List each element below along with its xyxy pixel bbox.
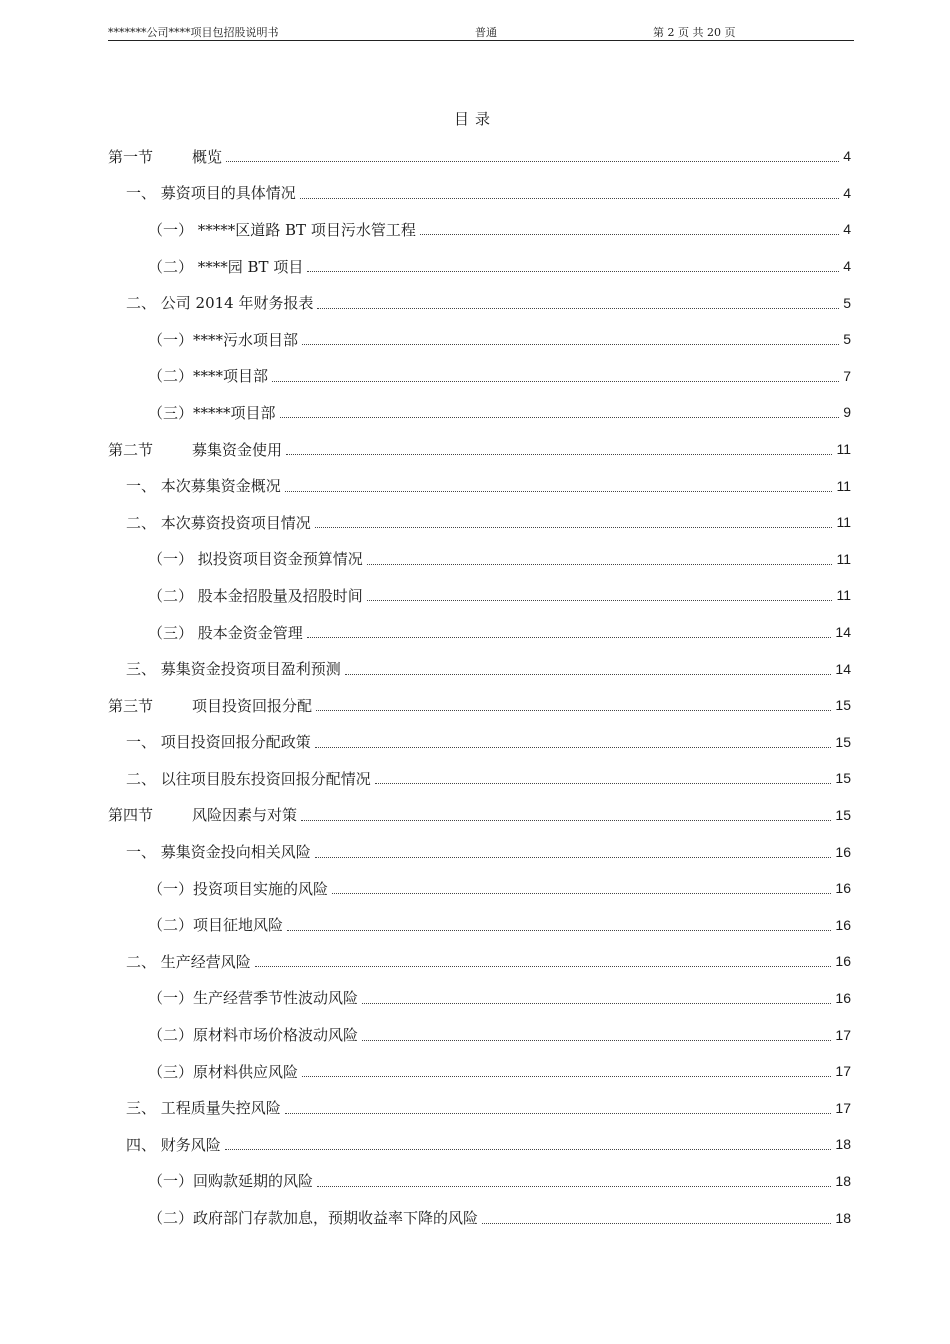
toc-entry[interactable] [108, 980, 851, 1017]
toc-entry[interactable] [108, 1199, 851, 1236]
toc-entry[interactable] [108, 687, 851, 724]
toc-page-number: 4 [843, 148, 851, 165]
toc-dot-leader [367, 563, 833, 565]
toc-dot-leader [307, 636, 832, 638]
toc-page-number: 11 [836, 587, 851, 604]
toc-page-number: 16 [835, 880, 851, 897]
toc-page-number: 4 [843, 258, 851, 275]
toc-page-number: 15 [835, 697, 851, 714]
toc-entry-title: （三） 股本金资金管理 [148, 623, 303, 642]
toc-page-number: 4 [843, 184, 851, 201]
toc-entry-title: 三、 工程质量失控风险 [126, 1099, 281, 1118]
toc-dot-leader [286, 453, 832, 455]
toc-entry[interactable] [108, 1053, 851, 1090]
toc-page-number: 17 [835, 1099, 851, 1116]
toc-entry-title: （三）原材料供应风险 [148, 1062, 299, 1081]
toc-dot-leader [285, 1112, 832, 1114]
toc-dot-leader [317, 1185, 831, 1187]
toc-entry-title: （三）*****项目部 [148, 403, 276, 422]
table-of-contents [108, 138, 851, 1236]
toc-page-number: 17 [835, 1026, 851, 1043]
toc-entry[interactable] [108, 467, 851, 504]
toc-page-number: 16 [835, 916, 851, 933]
toc-entry[interactable] [108, 1089, 851, 1126]
toc-entry[interactable] [108, 138, 851, 175]
toc-page-number: 16 [835, 843, 851, 860]
toc-dot-leader [362, 1002, 831, 1004]
toc-dot-leader [315, 746, 832, 748]
toc-entry-title: （二） 股本金招股量及招股时间 [148, 586, 363, 605]
toc-entry[interactable] [108, 614, 851, 651]
toc-page-number: 11 [836, 477, 851, 494]
toc-page-number: 15 [835, 770, 851, 787]
toc-entry[interactable] [108, 760, 851, 797]
toc-entry-title: 二、 以往项目股东投资回报分配情况 [126, 769, 371, 788]
toc-dot-leader [317, 307, 839, 309]
toc-page-number: 11 [836, 550, 851, 567]
toc-entry-title: 二、 公司 2014 年财务报表 [126, 294, 314, 313]
toc-entry-title: 一、 项目投资回报分配政策 [126, 733, 311, 752]
toc-section-number: 第三节 [108, 696, 154, 715]
toc-entry-title: 项目投资回报分配 [192, 696, 313, 715]
toc-dot-leader [300, 197, 839, 199]
toc-dot-leader [316, 709, 831, 711]
toc-page-number: 18 [835, 1172, 851, 1189]
toc-page-number: 17 [835, 1063, 851, 1080]
toc-dot-leader [280, 416, 840, 418]
toc-entry[interactable] [108, 504, 851, 541]
toc-entry[interactable] [108, 284, 851, 321]
toc-entry[interactable] [108, 431, 851, 468]
toc-dot-leader [225, 1148, 832, 1150]
toc-page-number: 11 [836, 441, 851, 458]
toc-page-number: 14 [835, 660, 851, 677]
toc-entry[interactable] [108, 577, 851, 614]
toc-page-number: 18 [835, 1136, 851, 1153]
toc-page-number: 5 [843, 294, 851, 311]
toc-entry-title: （一） *****区道路 BT 项目污水管工程 [148, 220, 416, 239]
toc-page-number: 18 [835, 1209, 851, 1226]
toc-entry[interactable] [108, 870, 851, 907]
toc-dot-leader [302, 1075, 831, 1077]
toc-entry-title: （二）原材料市场价格波动风险 [148, 1026, 359, 1045]
toc-entry[interactable] [108, 650, 851, 687]
toc-page-number: 15 [835, 733, 851, 750]
toc-entry-title: 三、 募集资金投资项目盈利预测 [126, 660, 341, 679]
toc-dot-leader [287, 929, 831, 931]
toc-dot-leader [272, 380, 839, 382]
toc-dot-leader [345, 673, 832, 675]
toc-entry-title: 概览 [192, 147, 223, 166]
toc-dot-leader [375, 782, 832, 784]
header-classification: 普通 [475, 26, 497, 39]
toc-entry-title: （一）投资项目实施的风险 [148, 879, 329, 898]
toc-dot-leader [285, 490, 833, 492]
toc-entry-title: （一） 拟投资项目资金预算情况 [148, 550, 363, 569]
toc-entry-title: （一）****污水项目部 [148, 330, 299, 349]
toc-entry[interactable] [108, 906, 851, 943]
toc-page-number: 16 [835, 989, 851, 1006]
toc-entry[interactable] [108, 724, 851, 761]
toc-entry-title: 一、 本次募集资金概况 [126, 477, 281, 496]
toc-heading: 目录 [453, 110, 496, 128]
toc-entry-title: 募集资金使用 [192, 440, 283, 459]
toc-entry-title: （一）回购款延期的风险 [148, 1172, 314, 1191]
toc-entry[interactable] [108, 248, 851, 285]
toc-dot-leader [482, 1222, 831, 1224]
toc-entry[interactable] [108, 943, 851, 980]
toc-page-number: 14 [835, 624, 851, 641]
toc-entry[interactable] [108, 1016, 851, 1053]
toc-page-number: 16 [835, 953, 851, 970]
toc-entry[interactable] [108, 541, 851, 578]
toc-entry-title: 风险因素与对策 [192, 806, 298, 825]
toc-section-number: 第一节 [108, 147, 154, 166]
toc-page-number: 4 [843, 221, 851, 238]
toc-dot-leader [315, 856, 832, 858]
toc-dot-leader [255, 965, 832, 967]
toc-dot-leader [362, 1039, 831, 1041]
toc-dot-leader [315, 526, 833, 528]
toc-entry[interactable] [108, 175, 851, 212]
toc-entry-title: 四、 财务风险 [126, 1135, 221, 1154]
toc-entry-title: （二） ****园 BT 项目 [148, 257, 304, 276]
toc-entry-title: 二、 本次募资投资项目情况 [126, 513, 311, 532]
toc-page-number: 11 [836, 514, 851, 531]
toc-entry-title: 二、 生产经营风险 [126, 952, 251, 971]
toc-entry-title: （二）****项目部 [148, 367, 269, 386]
toc-entry-title: 一、 募集资金投向相关风险 [126, 843, 311, 862]
page-header [108, 26, 854, 41]
toc-entry-title: （二）政府部门存款加息，预期收益率下降的风险 [148, 1209, 479, 1228]
toc-entry[interactable] [108, 358, 851, 395]
toc-page-number: 15 [835, 806, 851, 823]
toc-dot-leader [226, 160, 839, 162]
toc-entry-title: （二）项目征地风险 [148, 916, 284, 935]
toc-entry[interactable] [108, 211, 851, 248]
toc-dot-leader [367, 599, 833, 601]
header-page-indicator: 第 2 页 共 20 页 [653, 26, 736, 39]
toc-entry[interactable] [108, 1163, 851, 1200]
toc-entry[interactable] [108, 1126, 851, 1163]
toc-page-number: 7 [843, 367, 851, 384]
toc-entry-title: 一、 募资项目的具体情况 [126, 184, 296, 203]
toc-page-number: 9 [843, 404, 851, 421]
toc-section-number: 第四节 [108, 806, 154, 825]
toc-dot-leader [307, 270, 839, 272]
toc-entry[interactable] [108, 833, 851, 870]
toc-entry[interactable] [108, 797, 851, 834]
toc-entry-title: （一）生产经营季节性波动风险 [148, 989, 359, 1008]
toc-entry[interactable] [108, 321, 851, 358]
toc-dot-leader [420, 233, 839, 235]
toc-section-number: 第二节 [108, 440, 154, 459]
toc-dot-leader [301, 819, 831, 821]
toc-dot-leader [302, 343, 839, 345]
toc-entry[interactable] [108, 394, 851, 431]
toc-dot-leader [332, 892, 831, 894]
header-document-title: *******公司****项目包招股说明书 [108, 26, 279, 39]
toc-page-number: 5 [843, 331, 851, 348]
